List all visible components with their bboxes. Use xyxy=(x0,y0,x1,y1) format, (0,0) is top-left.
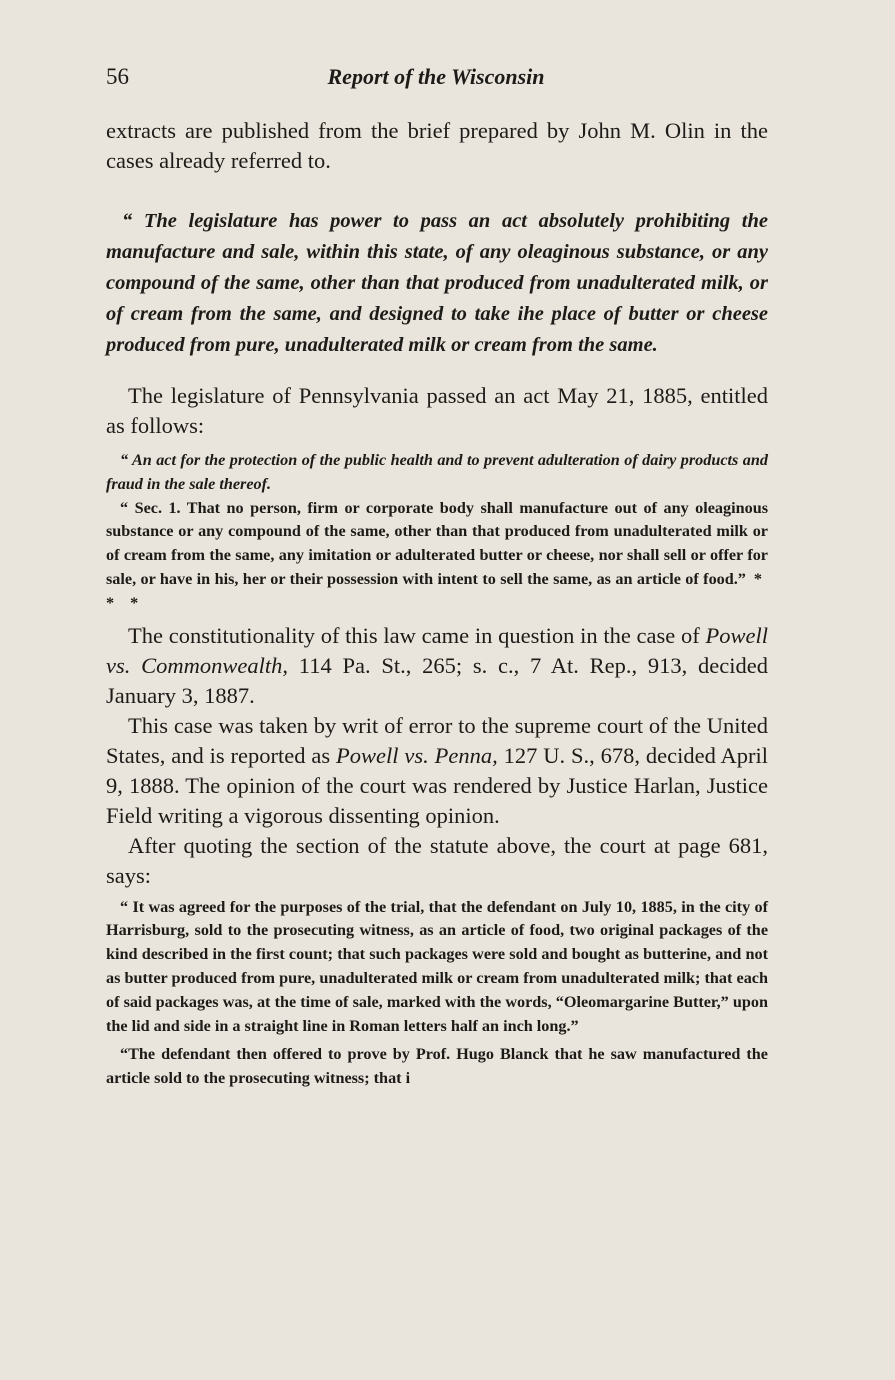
page-body xyxy=(106,116,768,1091)
blockquote-legislature-power: “ The legislature has power to pass an act absolutely prohibiting the manufacture and sale, within this state, of any oleaginous substance, or any compound of the same, other than that produced from unadulterated milk, or of cream from the same, and designed to take ihe place of butter or cheese produced from pure, unadulterated milk or cream from the same. xyxy=(106,210,768,356)
running-head: Report of the Wisconsin xyxy=(327,64,545,89)
p4-text-b: 127 U. S., 678, decided April 9, 1888. The opinion of the court was rendered by Justice Harlan, Justice Field writing a vigorous dissenting opinion. xyxy=(106,742,768,828)
page-number: 56 xyxy=(106,64,129,89)
section-1-text: “ Sec. 1. That no person, firm or corporate body shall manufacture out of any oleaginous substance or any compound of the same, other than that produced from unadulterated milk or of cream from the same, any imitation or adulterated butter or cheese, nor shall sell or offer for sale, or have in his, her or their possession with intent to sell the same, as an article of food.” xyxy=(106,498,768,588)
paragraph-supreme-court xyxy=(106,711,768,831)
case-name-powell-penna: Powell vs. Penna, xyxy=(335,742,498,768)
quote-defendant-offer: “The defendant then offered to prove by Prof. Hugo Blanck that he saw manufactured the article sold to the prosecuting witness; that i xyxy=(106,1045,768,1088)
case-name-powell-commonwealth: Powell vs. Commonwealth, xyxy=(106,622,768,678)
act-section-1 xyxy=(106,497,768,616)
p3-text-a: The constitutionality of this law came in question in the case of xyxy=(128,622,706,648)
paragraph-court-says: After quoting the section of the statute above, the court at page 681, says: xyxy=(106,832,768,888)
p4-text-a: This case was taken by writ of error to the supreme court of the United States, and is reported as xyxy=(106,712,768,768)
paragraph-intro: extracts are published from the brief prepared by John M. Olin in the cases already referred to. xyxy=(106,118,768,173)
paragraph-pennsylvania-act: The legislature of Pennsylvania passed an act May 21, 1885, entitled as follows: xyxy=(106,383,768,438)
paragraph-constitutionality xyxy=(106,621,768,711)
p3-text-b: 114 Pa. St., 265; s. c., 7 At. Rep., 913, decided January 3, 1887. xyxy=(106,652,769,708)
section-1-ellipsis: * * * xyxy=(106,569,768,612)
act-title: “ An act for the protection of the public health and to prevent adulteration of dairy products and fraud in the sale thereof. xyxy=(106,451,768,493)
page-header xyxy=(106,64,766,100)
quote-trial-facts: “ It was agreed for the purposes of the trial, that the defendant on July 10, 1885, in the city of Harrisburg, sold to the prosecuting witness, as an article of food, two original packages of the kind described in the first count; that such packages were sold and bought as butterine, and not as butter produced from pure, unadulterated milk or cream from unadulterated milk; that each of said packages was, at the time of sale, marked with the words, “Oleomargarine Butter,” upon the lid and side in a straight line in Roman letters half an inch long.” xyxy=(106,897,768,1035)
